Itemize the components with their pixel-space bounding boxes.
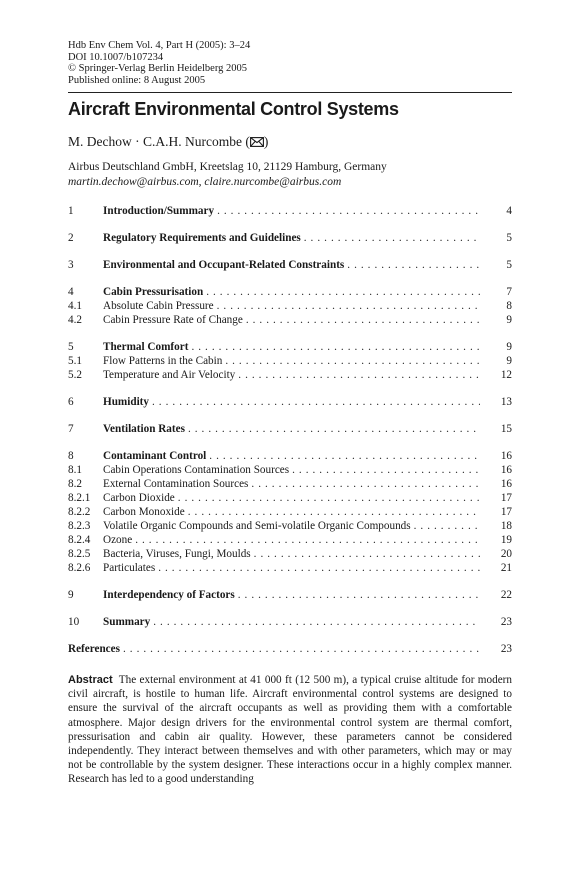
toc-entry xyxy=(68,588,512,602)
author-emails: martin.dechow@airbus.com, claire.nurcombe@airbus.com xyxy=(68,176,342,188)
toc-section-number: 8.2.6 xyxy=(68,562,91,574)
toc-section-title: Introduction/Summary xyxy=(103,205,215,217)
doi: DOI 10.1007/b107234 xyxy=(68,51,164,63)
toc-page-number: 17 xyxy=(500,492,512,504)
toc-leader-dots xyxy=(135,533,480,547)
toc-section-number: 9 xyxy=(68,589,74,601)
toc-section-number: 8.2.4 xyxy=(68,534,91,546)
toc-leader-dots xyxy=(217,299,480,313)
toc-section-number: 1 xyxy=(68,205,74,217)
toc-section-title: Particulates xyxy=(103,562,156,574)
header-rule xyxy=(68,92,512,93)
toc-entry xyxy=(68,258,512,272)
toc-entry xyxy=(68,299,512,313)
toc-leader-dots xyxy=(414,519,480,533)
affiliation: Airbus Deutschland GmbH, Kreetslag 10, 21129 Hamburg, Germany xyxy=(68,161,387,173)
author-names: M. Dechow · C.A.H. Nurcombe xyxy=(68,134,242,149)
toc-entry xyxy=(68,340,512,354)
toc-section-number: 8.2.1 xyxy=(68,492,91,504)
journal-citation: Hdb Env Chem Vol. 4, Part H (2005): 3–24 xyxy=(68,40,251,51)
toc-section-number: 2 xyxy=(68,232,74,244)
toc-leader-dots xyxy=(238,368,480,382)
toc-section-title: Humidity xyxy=(103,396,150,408)
toc-leader-dots xyxy=(292,463,480,477)
toc-entry xyxy=(68,354,512,368)
publication-info xyxy=(68,40,250,86)
toc-page-number: 22 xyxy=(500,589,512,601)
toc-section-title: Absolute Cabin Pressure xyxy=(103,300,214,312)
toc-section-number: 4.1 xyxy=(68,300,82,312)
toc-page-number: 16 xyxy=(500,450,512,462)
toc-page-number: 18 xyxy=(500,520,512,532)
abstract-text: The external environment at 41 000 ft (12 500 m), a typical cruise altitude for modern civil aircraft, is hostile to human life. Aircraft environmental control systems are designed to ensure the survival of the aircraft occupants as well as providing them with a comfortable atmosphere. Major design drivers for the environmental control system are thermal comfort, pressurisation and cabin air quality. However, these parameters cannot be considered independently. They interact between themselves and with other parameters, which may or may not be controllable by the system designer. These interactions occur in a highly complex manner. Research has led to a good understanding xyxy=(68,674,512,786)
toc-entry xyxy=(68,491,512,505)
abstract xyxy=(68,673,512,787)
toc-section-title: Ozone xyxy=(103,534,133,546)
toc-leader-dots xyxy=(225,354,480,368)
toc-leader-dots xyxy=(158,561,480,575)
toc-page-number: 5 xyxy=(506,232,512,244)
toc-leader-dots xyxy=(206,285,480,299)
paper-title: Aircraft Environmental Control Systems xyxy=(68,99,399,119)
toc-entry-references xyxy=(68,642,512,656)
toc-section-number: 8 xyxy=(68,450,74,462)
toc-leader-dots xyxy=(217,204,480,218)
toc-leader-dots xyxy=(178,491,480,505)
author-line xyxy=(68,134,268,151)
toc-section-title: Carbon Dioxide xyxy=(103,492,175,504)
toc-page-number: 20 xyxy=(500,548,512,560)
toc-leader-dots xyxy=(123,642,480,656)
toc-entry xyxy=(68,463,512,477)
toc-page-number: 5 xyxy=(506,259,512,271)
envelope-icon xyxy=(250,135,264,151)
toc-page-number: 19 xyxy=(500,534,512,546)
toc-section-number: 8.2.2 xyxy=(68,506,91,518)
toc-leader-dots xyxy=(304,231,480,245)
toc-entry xyxy=(68,368,512,382)
toc-section-number: 8.2.5 xyxy=(68,548,91,560)
copyright: © Springer-Verlag Berlin Heidelberg 2005 xyxy=(68,63,248,75)
toc-section-title: Regulatory Requirements and Guidelines xyxy=(103,232,301,244)
toc-entry xyxy=(68,533,512,547)
toc-section-title: Cabin Pressure Rate of Change xyxy=(103,314,243,326)
toc-leader-dots xyxy=(209,449,480,463)
toc-leader-dots xyxy=(153,615,480,629)
toc-section-number: 10 xyxy=(68,616,80,628)
toc-leader-dots xyxy=(347,258,480,272)
published-date: Published online: 8 August 2005 xyxy=(68,74,206,86)
toc-page-number: 15 xyxy=(500,423,512,435)
corresponding-author-marker: ( ) xyxy=(245,134,269,149)
toc-section-number: 7 xyxy=(68,423,74,435)
toc-entry xyxy=(68,519,512,533)
toc-page-number: 17 xyxy=(500,506,512,518)
toc-section-title: Environmental and Occupant-Related Constraints xyxy=(103,259,345,271)
toc-entry xyxy=(68,422,512,436)
toc-entry xyxy=(68,477,512,491)
toc-page-number: 4 xyxy=(506,205,512,217)
toc-section-number: 8.1 xyxy=(68,464,82,476)
toc-section-title: Bacteria, Viruses, Fungi, Moulds xyxy=(103,548,251,560)
toc-page-number: 9 xyxy=(506,355,512,367)
toc-section-number: 4 xyxy=(68,286,74,298)
toc-leader-dots xyxy=(246,313,480,327)
toc-page-number: 7 xyxy=(506,286,512,298)
toc-page-number: 8 xyxy=(506,300,512,312)
toc-section-title: Interdependency of Factors xyxy=(103,589,235,601)
toc-section-title: Cabin Operations Contamination Sources xyxy=(103,464,290,476)
toc-section-number: 8.2 xyxy=(68,478,82,490)
toc-leader-dots xyxy=(254,547,480,561)
toc-section-title: Cabin Pressurisation xyxy=(103,286,204,298)
toc-entry xyxy=(68,615,512,629)
toc-entry xyxy=(68,449,512,463)
toc-section-number: 4.2 xyxy=(68,314,82,326)
toc-leader-dots xyxy=(238,588,480,602)
toc-page-number: 12 xyxy=(500,369,512,381)
toc-entry xyxy=(68,547,512,561)
toc-page-number: 9 xyxy=(506,314,512,326)
toc-section-title: Contaminant Control xyxy=(103,450,207,462)
toc-page-number: 16 xyxy=(500,478,512,490)
toc-leader-dots xyxy=(188,422,480,436)
toc-section-title: Volatile Organic Compounds and Semi-volatile Organic Compounds xyxy=(103,520,411,532)
toc-page-number: 9 xyxy=(506,341,512,353)
abstract-label: Abstract xyxy=(68,674,113,686)
toc-section-number: 5.1 xyxy=(68,355,82,367)
toc-leader-dots xyxy=(191,340,480,354)
toc-leader-dots xyxy=(188,505,480,519)
toc-section-title: Thermal Comfort xyxy=(103,341,189,353)
toc-page-number: 16 xyxy=(500,464,512,476)
toc-entry xyxy=(68,505,512,519)
toc-section-number: 3 xyxy=(68,259,74,271)
toc-section-title: Carbon Monoxide xyxy=(103,506,185,518)
toc-section-title: References xyxy=(68,643,120,655)
toc-page-number: 23 xyxy=(500,616,512,628)
toc-page-number: 23 xyxy=(500,643,512,655)
toc-section-title: External Contamination Sources xyxy=(103,478,249,490)
toc-entry xyxy=(68,285,512,299)
toc-section-title: Flow Patterns in the Cabin xyxy=(103,355,223,367)
toc-section-number: 5.2 xyxy=(68,369,82,381)
toc-entry xyxy=(68,313,512,327)
toc-entry xyxy=(68,561,512,575)
toc-section-number: 5 xyxy=(68,341,74,353)
toc-section-number: 8.2.3 xyxy=(68,520,91,532)
toc-leader-dots xyxy=(152,395,480,409)
affiliation-block xyxy=(68,160,387,190)
toc-page-number: 13 xyxy=(500,396,512,408)
toc-section-title: Ventilation Rates xyxy=(103,423,185,435)
toc-section-title: Temperature and Air Velocity xyxy=(103,369,236,381)
toc-leader-dots xyxy=(251,477,480,491)
toc-section-title: Summary xyxy=(103,616,151,628)
toc-entry xyxy=(68,395,512,409)
toc-entry xyxy=(68,204,512,218)
toc-page-number: 21 xyxy=(500,562,512,574)
toc-section-number: 6 xyxy=(68,396,74,408)
toc-entry xyxy=(68,231,512,245)
